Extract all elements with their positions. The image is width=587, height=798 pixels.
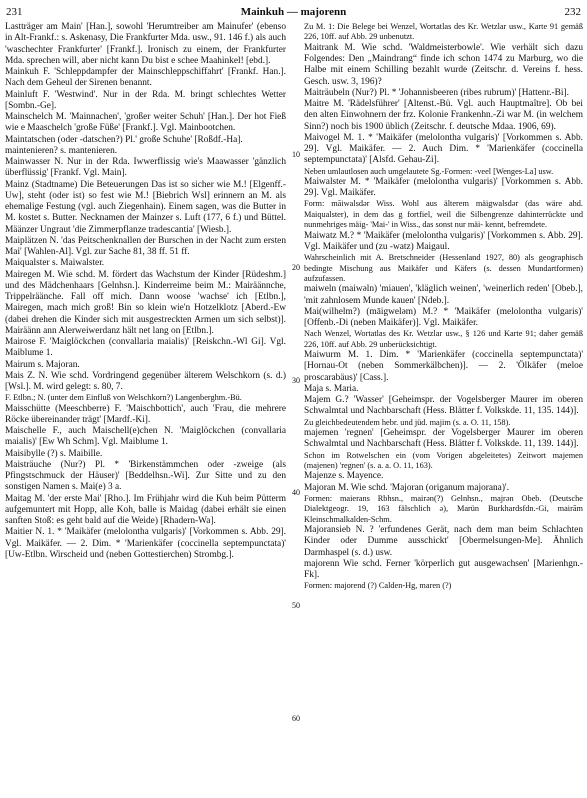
page-number-left: 231 xyxy=(6,6,23,18)
entry-maiwurm: Maiwurm M. 1. Dim. * 'Marienkäfer (coccinella septempunctata)' [Hornau-Ot (neben Sommerkälbchen)]. — 2. 'Ölkäfer (meloe proscarabäus)' [Cass.]. xyxy=(304,350,583,383)
entry-majoransieb: Majoransieb N. ? 'erfundenes Gerät, nach dem man beim Schlachten Kinder oder Dumme ausschickt' [Obermelsungen-Me]. Ähnlich Darmhaspel (s. d.) usw. xyxy=(304,525,583,558)
entry-mais: Mais Z. N. Wie schd. Vordringend gegenüber älterem Welschkorn (s. d.) [Wsl.]. M. wird gelegt: s. 80, 7. xyxy=(5,370,286,392)
left-column xyxy=(5,22,286,796)
line-number: 50 xyxy=(292,601,300,610)
entry-maitraeubeln: Maiträubeln (Nur?) Pl. * 'Johannisbeeren (ribes rubrum)' [Hattenr.-Bi]. xyxy=(304,87,569,98)
entry-mainluft: Mainluft F. 'Westwind'. Nur in der Rda. M. bringt schlechtes Wetter [Sombn.-Ge]. xyxy=(5,89,286,111)
entry-text: Lastträger am Main' [Han.], sowohl 'Herumtreiber am Mainufer' (ebenso in Alt-Frankf.: s. Askenasy, Die Frankfurter Mda. usw., 91. 146 f.) als auch 'waschechter Frankfurter' [Frankf.]. Ironisch zu einem, der Frankfurter Mda. sprechen will, aber nicht kann Du bist e schee Maahinkel! [ebd.]. xyxy=(5,22,286,66)
entry-note: Neben umlautlosen auch umgelautete Sg.-Formen: -veel [Wenges-La] usw. xyxy=(304,166,554,176)
entry-majemen: majemen 'regnen' [Geheimspr. der Vogelsberger Maurer im oberen Schwalmtal und Nachbarschaft (Hess. Blätter f. Volkskde. 11, 139. 144)]. xyxy=(304,428,583,450)
entry-maitrank: Maitrank M. Wie schd. 'Waldmeisterbowle'. Wie verhält sich dazu Folgendes: Den „Maindrang“ finde ich schon 1474 zu Marburg, wo die Halbe mit einem Schilling bezahlt wurde (Zeitschr. d. Vereins f. hess. Gesch. usw. 3, 196)? xyxy=(304,42,583,87)
entry-mainkuh: Mainkuh F. 'Schleppdampfer der Mainschleppschiffahrt' [Frankf. Han.]. Nach dem Geheul der Sirenen benannt. xyxy=(5,67,286,89)
entry-maja: Maja s. Maria. xyxy=(304,383,359,394)
entry-maivogel: Maivogel M. 1. * 'Maikäfer (melolontha vulgaris)' [Vorkommen s. Abb. 29]. Vgl. Maikäfer. — 2. Auch Dim. * 'Marienkäfer (coccinella septempunctata)' [Alsfd. Gehau-Zi]. xyxy=(304,132,583,166)
line-number: 10 xyxy=(292,150,300,159)
line-number: 30 xyxy=(292,376,300,385)
entry-mairose: Mairose F. 'Maiglöckchen (convallaria maialis)' [Reiskchn.-Wl Gi]. Vgl. Maiblume 1. xyxy=(5,337,286,359)
entry-maiwatz: Maiwatz M.? * 'Maikäfer (melolontha vulgaris)' [Vorkommen s. Abb. 29]. Vgl. Maikäfer und (zu -watz) Maigaul. xyxy=(304,230,583,252)
entry-majenze: Majenze s. Mayence. xyxy=(304,471,384,482)
line-number: 40 xyxy=(292,488,300,497)
entry-note: Zu gleichbedeutendem hebr. und jüd. majim (s. a. O. 11, 158). xyxy=(304,417,511,427)
entry-majoran: Majoran M. Wie schd. 'Majoran (origanum majorana)'. xyxy=(304,482,509,493)
entry-maintatschen: Maintatschen (oder -datschen?) Pl.' große Schuhe' [Roßdf.-Ha]. xyxy=(5,134,243,145)
entry-maintenieren: maintenieren? s. mantenieren. xyxy=(5,145,118,156)
entry-majem: Majem G.? 'Wasser' [Geheimspr. der Vogelsberger Maurer im oberen Schwalmtal und Nachbarschaft (Hess. Blätter f. Volkskde. 11, 135. 144)]. xyxy=(304,395,583,417)
entry-maiplaetzen: Maiplätzen N. 'das Peitschenknallen der Burschen in der Nacht zum ersten Mai' [Wahlen-Al]. Vgl. zur Sache 81, 38 ff. 51 ff. xyxy=(5,235,286,257)
entry-majorenn: majorenn Wie schd. Ferner 'körperlich gut ausgewachsen' [Marienhgn.-Fk]. xyxy=(304,558,583,581)
entry-note: Nach Wenzel, Wortatlas des Kr. Wetzlar usw., § 126 und Karte 91; daher gemäß 226, 10ff. auf Abb. 29 unberücksichtigt. xyxy=(304,329,583,349)
line-number: 20 xyxy=(292,263,300,272)
entry-maitre: Maitre M. 'Rädelsführer' [Altenst.-Bü. Vgl. auch Hauptmaître]. Ob bei den alten Einwohnern der frz. Kolonie Frankenhn.-Zi war M. (in welchem Sinn?) noch bis 1900 üblich (Zeitschr. f. deutsche Mdaa. 1906, 69). xyxy=(304,99,583,132)
entry-maiwalster: Maiwalster M. * 'Maikäfer (melolontha vulgaris)' [Vorkommen s. Abb. 29]. Vgl. Maikäfer. xyxy=(304,176,583,199)
entry-mairegen: Mairegen M. Wie schd. M. fördert das Wachstum der Kinder [Rüdeshm.] und des Mädchenhaars [Gelnhsn.]. Kinderreime beim M.: Mairäännche, Trippelräänche. Fall off mich. Dann woose 'wachse' ich [Etlbn.], Mairegen, mach mich groß! Bin so klein wie'n Hotzelklotz [Aberd.-Ew (dabei drehen die Kinder sich mit ausgestreckten Armen um sich selbst)]. Mairäänn ann Alerweiwerdanz hält net lang on [Etlbn.]. xyxy=(5,269,286,336)
right-column xyxy=(304,22,583,796)
entry-note: Form: māiwalsdər Wiss. Wohl aus älterem mäigwalsdər (das wäre ahd. Maiqualster), in dem das g fortfiel, weil die Silbengrenze dahinterrückte und nunmehriges mäig- 'Mai-' in Wiss., das sonst nur mäi- kennt, befremdete. xyxy=(304,199,583,230)
entry-maisschuette: Maisschütte (Meeschberre) F. 'Maischbottich', auch 'Frau, die mehrere Röcke übereinander trägt' [Mardf.-Ki]. xyxy=(5,403,286,425)
entry-maiwilhelm: Mai(wilhelm?) (māigwelǝm) M.? * 'Maikäfer (melolontha vulgaris)' [Offenb.-Di (neben Maikäfer)]. Vgl. Maikäfer. xyxy=(304,306,583,329)
entry-note: F. Etlbn.; N. (unter dem Einfluß von Welschkorn?) Langenberghm.-Bü. xyxy=(5,393,242,403)
page-number-right: 232 xyxy=(564,6,581,18)
entry-note: Formen: maierans Rbhsn., mairǝn(?) Gelnhsn., majrǝn Obeb. (Deutsche Dialektgeogr. 19, 163 fälschlich ǝ), Marün Burkhardsfdn.-Gi, mairām Kleinschmalkalden-Schm. xyxy=(304,493,583,524)
entry-note: Schon im Rotwelschen ein (vom Vorigen abgeleitetes) Zeitwort majemen (majenen) 'regnen' (s. a. a. O. 11, 163). xyxy=(304,450,583,471)
entry-mainz: Mainz (Stadtname) Die Beteuerungen Das ist so sicher wie M.! [Elgenff.-Uw], steht (oder ist) so fest wie M.! [Biebrich Wsl] erinnern an M. als ehemalige Festung (vgl. auch Ziegenhain). Einem sagen, was die Butter in M. kostet s. Butter. Necknamen der Mainzer s. Luft (177, 6 f.) und Büttel. Määnzer Ungraut 'die Zimmerpflanze tradescantia' [Wiesb.]. xyxy=(5,179,286,235)
running-title: Mainkuh — majorenn xyxy=(240,6,347,18)
entry-maistraeuche: Maisträuche (Nur?) Pl. * 'Birkenstämmchen oder -zweige (als Pfingstschmuck der Häuser)' [Beddelhsn.-Wi]. Zur Sitte und zu den sonstigen Namen s. Mai(e) 3 a. xyxy=(5,459,286,493)
entry-maitier: Maitier N. 1. * 'Maikäfer (melolontha vulgaris)' [Vorkommen s. Abb. 29]. Vgl. Maikäfer. — 2. Dim. * 'Marienkäfer (coccinella septempunctata)' [Uw-Etlbn. Wirscheid und (neben Gottestierchen) Strombg.]. xyxy=(5,527,286,560)
entry-maiqualster: Maiqualster s. Maiwalster. xyxy=(5,258,105,269)
line-number-gutter xyxy=(288,22,304,796)
line-number: 60 xyxy=(292,714,300,723)
entry-mainwasser: Mainwasser N. Nur in der Rda. Iwwerflissig wie's Maawasser 'gänzlich überflüssig' [Frankf. Vgl. Main]. xyxy=(5,157,286,179)
entry-maischelle: Maischelle F., auch Maischell(e)chen N. 'Maiglöckchen (convallaria maialis)' [Ew Wh Schm]. Vgl. Maiblume 1. xyxy=(5,426,286,448)
entry-maitag: Maitag M. 'der erste Mai' [Rho.]. Im Frühjahr wird die Kuh beim Pütterm aufgemuntert mit Hopp, alle Koh, balle is Maidag (dabei erhält sie einen sanften Stoß: es geht bald auf die Weide) [Rhadern-Wa]. xyxy=(5,493,286,527)
entry-maisibylle: Maisibylle (?) s. Maibille. xyxy=(5,448,103,459)
entry-maiweln: maiweln (maiwəln) 'miauen', 'kläglich weinen', 'weinerlich reden' [Obeb.], 'mit zahnlosem Munde kauen' [Ndeb.]. xyxy=(304,284,583,306)
entry-mairum: Mairum s. Majoran. xyxy=(5,359,80,370)
entry-note: Zu M. 1: Die Belege bei Wenzel, Wortatlas des Kr. Wetzlar usw., Karte 91 gemäß 226, 10ff. auf Abb. 29 unbenutzt. xyxy=(304,22,583,42)
entry-note: Wahrscheinlich mit A. Bretschneider (Hessenland 1927, 80) als geographisch bedingte Mischung aus Maikäfer und Käfers (s. dessen Mundartformen) aufzufassen. xyxy=(304,253,583,283)
page-header xyxy=(6,6,581,20)
entry-mainschelch: Mainschelch M. 'Mainnachen', 'großer weiter Schuh' [Han.]. Der hot Fieß wie e Maaschelch 'große Füße' [Frankf.]. Vgl. Mainbootchen. xyxy=(5,112,286,134)
entry-note: Formen: majorend (?) Calden-Hg, maren (?) xyxy=(304,581,452,591)
